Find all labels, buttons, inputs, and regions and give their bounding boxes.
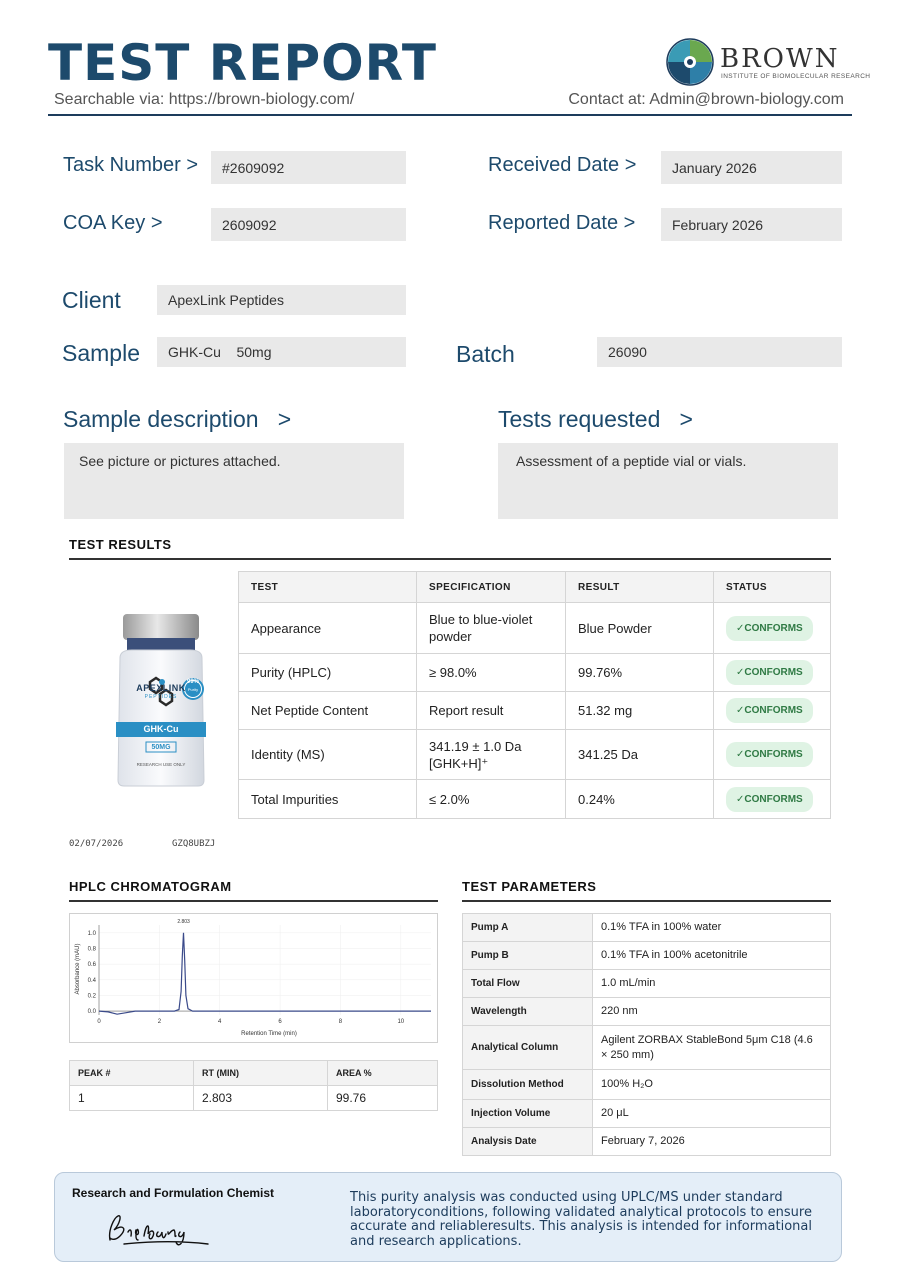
test-result: 99.76% — [566, 654, 714, 692]
col-area: AREA % — [328, 1061, 438, 1086]
y-tick-label: 0.8 — [87, 946, 96, 953]
test-spec: ≤ 2.0% — [417, 780, 566, 819]
table-row — [463, 942, 831, 970]
table-row — [463, 1026, 831, 1070]
peak-table — [69, 1060, 438, 1111]
batch-label: Batch — [456, 341, 515, 367]
logo-subtitle: INSTITUTE OF BIOMOLECULAR RESEARCH — [721, 73, 871, 80]
test-parameters-divider — [462, 900, 831, 902]
param-value: 100% H₂O — [593, 1070, 831, 1100]
hplc-chromatogram-chart — [69, 913, 438, 1043]
vial-note: RESEARCH USE ONLY — [136, 762, 186, 767]
y-tick-label: 0.4 — [87, 977, 96, 984]
report-title: TEST REPORT — [48, 34, 437, 92]
brown-logo-icon — [666, 38, 714, 86]
contact-email: Contact at: Admin@brown-biology.com — [568, 91, 844, 108]
status-badge: ✓CONFORMS — [726, 698, 813, 723]
table-row — [463, 998, 831, 1026]
x-axis-label: Retention Time (min) — [241, 1031, 297, 1037]
y-tick-label: 0.6 — [87, 962, 96, 969]
table-row — [70, 1086, 438, 1111]
test-result: 51.32 mg — [566, 692, 714, 730]
vial-brand-sub: PEPTIDES — [144, 694, 178, 700]
test-results-table — [238, 571, 831, 819]
test-result: 0.24% — [566, 780, 714, 819]
batch-field: 26090 — [597, 337, 842, 367]
vial-product: GHK-Cu — [143, 724, 179, 734]
test-spec-line1: 341.19 ± 1.0 Da — [429, 738, 522, 754]
hplc-divider — [69, 900, 438, 902]
col-test: TEST — [239, 572, 417, 603]
logo-name: BROWN — [720, 44, 840, 74]
param-value: 0.1% TFA in 100% water — [593, 914, 831, 942]
x-tick-label: 10 — [397, 1019, 405, 1025]
test-name: Identity (MS) — [239, 730, 417, 780]
y-axis-label: Absorbance (mAU) — [75, 943, 81, 995]
status-badge: ✓CONFORMS — [726, 787, 813, 812]
searchable-url: Searchable via: https://brown-biology.com/ — [54, 91, 355, 108]
results-header-row — [239, 572, 831, 603]
vial-brand: APEXLINK — [136, 683, 186, 693]
x-tick-label: 2 — [157, 1019, 162, 1025]
test-name: Purity (HPLC) — [239, 654, 417, 692]
peak-area: 99.76 — [328, 1086, 438, 1111]
test-spec-line2: [GHK+H]⁺ — [429, 755, 489, 771]
table-row — [239, 730, 831, 780]
param-value: 220 nm — [593, 998, 831, 1026]
y-tick-label: 0.2 — [87, 993, 96, 1000]
param-key: Total Flow — [463, 970, 593, 998]
sample-description-label: Sample description > — [63, 406, 292, 432]
test-name: Appearance — [239, 603, 417, 654]
report-date: 02/07/2026 — [69, 839, 124, 849]
param-value: February 7, 2026 — [593, 1128, 831, 1156]
param-value: 20 μL — [593, 1100, 831, 1128]
param-key: Wavelength — [463, 998, 593, 1026]
y-tick-label: 1.0 — [87, 930, 96, 937]
param-value: 1.0 mL/min — [593, 970, 831, 998]
test-spec — [417, 730, 566, 780]
table-row — [239, 654, 831, 692]
vial-purity-badge: 99% — [186, 679, 199, 685]
hplc-heading: HPLC CHROMATOGRAM — [69, 879, 232, 894]
test-spec: Blue to blue-violet powder — [417, 603, 566, 654]
col-result: RESULT — [566, 572, 714, 603]
chemist-role: Research and Formulation Chemist — [72, 1186, 275, 1200]
received-date-label: Received Date > — [488, 154, 637, 176]
sample-field: GHK-Cu 50mg — [157, 337, 406, 367]
verification-code: GZQ8UBZJ — [172, 839, 216, 849]
table-row — [463, 1100, 831, 1128]
test-name: Net Peptide Content — [239, 692, 417, 730]
status-badge: ✓CONFORMS — [726, 742, 813, 767]
param-key: Dissolution Method — [463, 1070, 593, 1100]
table-row — [463, 970, 831, 998]
test-spec: Report result — [417, 692, 566, 730]
sample-description-field: See picture or pictures attached. — [64, 443, 404, 519]
test-result: Blue Powder — [566, 603, 714, 654]
disclaimer-text: This purity analysis was conducted using UPLC/MS under standard laboratoryconditions, following validated analytical protocols to ensure accurate and reliableresults. This analysis is intended for informational and research applications. — [350, 1190, 812, 1250]
table-row — [463, 1128, 831, 1156]
reported-date-field: February 2026 — [661, 208, 842, 241]
x-tick-label: 8 — [338, 1019, 343, 1025]
param-key: Pump A — [463, 914, 593, 942]
header-divider — [48, 114, 852, 116]
test-results-heading: TEST RESULTS — [69, 537, 172, 552]
col-peak: PEAK # — [70, 1061, 194, 1086]
y-tick-label: 0.0 — [87, 1009, 96, 1016]
table-row — [463, 914, 831, 942]
sample-label: Sample — [62, 340, 140, 366]
status-badge: ✓CONFORMS — [726, 660, 813, 685]
status-badge: ✓CONFORMS — [726, 616, 813, 641]
param-value: 0.1% TFA in 100% acetonitrile — [593, 942, 831, 970]
received-date-field: January 2026 — [661, 151, 842, 184]
signature-image — [104, 1210, 214, 1250]
param-key: Injection Volume — [463, 1100, 593, 1128]
peak-header-row — [70, 1061, 438, 1086]
test-parameters-heading: TEST PARAMETERS — [462, 879, 597, 894]
task-number-field: #2609092 — [211, 151, 406, 184]
coa-key-field: 2609092 — [211, 208, 406, 241]
table-row — [239, 780, 831, 819]
test-results-divider — [69, 558, 831, 560]
table-row — [239, 692, 831, 730]
test-parameters-table — [462, 913, 831, 1156]
test-result: 341.25 Da — [566, 730, 714, 780]
test-name: Total Impurities — [239, 780, 417, 819]
param-value: Agilent ZORBAX StableBond 5μm C18 (4.6 × 250 mm) — [593, 1026, 831, 1070]
test-spec: ≥ 98.0% — [417, 654, 566, 692]
col-specification: SPECIFICATION — [417, 572, 566, 603]
col-status: STATUS — [714, 572, 831, 603]
param-key: Pump B — [463, 942, 593, 970]
x-tick-label: 6 — [278, 1019, 282, 1025]
peak-annotation: 2.803 — [177, 919, 190, 925]
coa-key-label: COA Key > — [63, 212, 163, 234]
client-field: ApexLink Peptides — [157, 285, 406, 315]
reported-date-label: Reported Date > — [488, 212, 636, 234]
col-rt: RT (MIN) — [194, 1061, 328, 1086]
vial-purity-badge-sub: Purity — [187, 687, 199, 692]
task-number-label: Task Number > — [63, 154, 199, 176]
param-key: Analytical Column — [463, 1026, 593, 1070]
table-row — [463, 1070, 831, 1100]
client-label: Client — [62, 287, 121, 313]
peak-number: 1 — [70, 1086, 194, 1111]
vial-dose: 50MG — [151, 744, 171, 751]
peak-rt: 2.803 — [194, 1086, 328, 1111]
param-key: Analysis Date — [463, 1128, 593, 1156]
x-tick-label: 0 — [97, 1019, 101, 1025]
tests-requested-label: Tests requested > — [498, 406, 693, 432]
tests-requested-field: Assessment of a peptide vial or vials. — [498, 443, 838, 519]
table-row — [239, 603, 831, 654]
x-tick-label: 4 — [218, 1019, 222, 1025]
